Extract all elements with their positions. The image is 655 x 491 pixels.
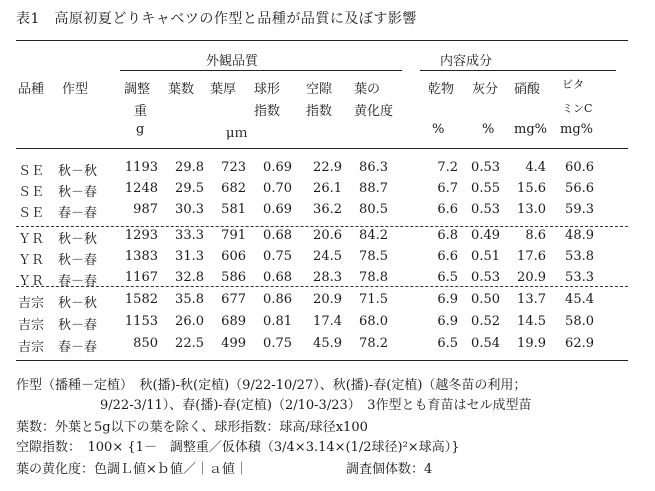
cell-sphericity: 0.75 [263, 336, 292, 351]
cell-crop-type: 春－春 [58, 274, 98, 289]
cell-yellowing: 71.5 [359, 292, 388, 307]
group-appearance: 外観品質 [206, 54, 259, 69]
header-vitc-2: ミンC [562, 102, 593, 115]
cell-ash: 0.50 [471, 292, 500, 307]
header-crop-type: 作型 [62, 82, 89, 97]
cell-leaf-thickness: 581 [221, 202, 246, 217]
cell-sphericity: 0.75 [263, 249, 292, 264]
cell-nitrate: 4.4 [525, 160, 546, 175]
header-weight-1: 調整 [124, 82, 151, 97]
cell-leaf-thickness: 723 [221, 160, 246, 175]
header-yellowing-1: 葉の [354, 82, 381, 97]
cell-dry-matter: 6.5 [437, 270, 458, 285]
cell-leaf-thickness: 499 [221, 336, 246, 351]
cell-sphericity: 0.70 [263, 181, 292, 196]
cell-yellowing: 78.2 [359, 336, 388, 351]
cell-vitc: 53.8 [565, 249, 594, 264]
cell-sphericity: 0.81 [263, 314, 292, 329]
cell-weight: 1193 [124, 160, 158, 175]
cell-nitrate: 13.7 [517, 292, 546, 307]
cell-dry-matter: 6.6 [437, 202, 458, 217]
cell-leaf-count: 33.3 [175, 228, 204, 243]
group-appearance-line [120, 70, 402, 71]
cell-weight: 1248 [124, 181, 158, 196]
cell-yellowing: 88.7 [359, 181, 388, 196]
cell-cultivar: ＳＥ [18, 206, 45, 221]
cell-leaf-thickness: 677 [221, 292, 246, 307]
cell-sphericity: 0.68 [263, 228, 292, 243]
cell-vitc: 53.3 [565, 270, 594, 285]
note-yellowing: 葉の黄化度：色調Ｌ値×ｂ値／｜ａ値｜ [16, 462, 248, 477]
cell-nitrate: 8.6 [525, 228, 546, 243]
cell-leaf-thickness: 586 [221, 270, 246, 285]
cell-vitc: 58.0 [565, 314, 594, 329]
cell-void-index: 45.9 [313, 336, 342, 351]
header-nitrate: 硝酸 [514, 82, 541, 97]
cell-crop-type: 春－春 [58, 340, 98, 355]
header-yellowing-2: 黄化度 [354, 104, 394, 119]
cell-leaf-thickness: 791 [221, 228, 246, 243]
cell-leaf-count: 22.5 [175, 336, 204, 351]
cell-sphericity: 0.68 [263, 270, 292, 285]
cell-nitrate: 17.6 [517, 249, 546, 264]
header-leaf-thickness: 葉厚 [210, 82, 237, 97]
note-crop-type-2: 9/22-3/11）、春(播)-春(定植)（2/10-3/23） 3作型とも育苗はセル成型苗 [100, 398, 532, 413]
cell-void-index: 20.6 [313, 228, 342, 243]
cell-ash: 0.55 [471, 181, 500, 196]
cell-weight: 1167 [124, 270, 158, 285]
cell-leaf-count: 29.8 [175, 160, 204, 175]
header-ash: 灰分 [472, 82, 499, 97]
cell-weight: 1153 [124, 314, 158, 329]
cell-cultivar: ＳＥ [18, 164, 45, 179]
cell-cultivar: 吉宗 [18, 340, 45, 355]
cell-leaf-count: 29.5 [175, 181, 204, 196]
cell-crop-type: 秋－秋 [58, 296, 98, 311]
cell-leaf-count: 32.8 [175, 270, 204, 285]
cell-vitc: 62.9 [565, 336, 594, 351]
cell-ash: 0.52 [471, 314, 500, 329]
cell-yellowing: 78.8 [359, 270, 388, 285]
note-crop-type-1: 作型（播種－定植） 秋(播)-秋(定植)（9/22-10/27）、秋(播)-春(定植)（越冬苗の利用； [16, 378, 527, 393]
cell-crop-type: 秋－秋 [58, 164, 98, 179]
cell-dry-matter: 6.9 [437, 314, 458, 329]
cell-yellowing: 80.5 [359, 202, 388, 217]
cell-sphericity: 0.69 [263, 202, 292, 217]
cell-vitc: 59.3 [565, 202, 594, 217]
cell-void-index: 24.5 [313, 249, 342, 264]
cell-sphericity: 0.86 [263, 292, 292, 307]
header-weight-2: 重 [134, 104, 148, 119]
header-dry-matter: 乾物 [428, 82, 455, 97]
cell-leaf-count: 30.3 [175, 202, 204, 217]
cell-ash: 0.54 [471, 336, 500, 351]
cell-cultivar: ＳＥ [18, 185, 45, 200]
cell-nitrate: 20.9 [517, 270, 546, 285]
cell-cultivar: ＹＲ [18, 232, 45, 247]
cell-nitrate: 15.6 [517, 181, 546, 196]
header-sphericity-1: 球形 [254, 82, 281, 97]
cell-weight: 1383 [124, 249, 158, 264]
group-divider-1 [16, 226, 628, 227]
header-dry-matter-unit: % [432, 122, 445, 137]
top-rule [16, 40, 628, 41]
cell-crop-type: 秋－春 [58, 253, 98, 268]
cell-yellowing: 78.5 [359, 249, 388, 264]
note-sample-count: 調査個体数：4 [346, 462, 433, 477]
header-void-1: 空隙 [306, 82, 333, 97]
note-void-index: 空隙指数： 100× {1－ 調整重／仮体積（3/4×3.14×(1/2球径)²×球高）} [16, 440, 460, 455]
cell-dry-matter: 6.8 [437, 228, 458, 243]
group-content-line [420, 70, 616, 71]
header-rule [16, 148, 628, 149]
cell-vitc: 56.6 [565, 181, 594, 196]
cell-weight: 1582 [124, 292, 158, 307]
cell-sphericity: 0.69 [263, 160, 292, 175]
cell-ash: 0.53 [471, 160, 500, 175]
cell-leaf-count: 31.3 [175, 249, 204, 264]
cell-weight: 1293 [124, 228, 158, 243]
header-void-2: 指数 [306, 104, 333, 119]
cell-nitrate: 19.9 [517, 336, 546, 351]
group-divider-2 [16, 286, 628, 287]
cell-ash: 0.53 [471, 202, 500, 217]
cell-leaf-thickness: 606 [221, 249, 246, 264]
cell-cultivar: 吉宗 [18, 296, 45, 311]
cell-void-index: 36.2 [313, 202, 342, 217]
cell-void-index: 28.3 [313, 270, 342, 285]
cell-dry-matter: 6.5 [437, 336, 458, 351]
cell-dry-matter: 6.6 [437, 249, 458, 264]
cell-crop-type: 秋－秋 [58, 232, 98, 247]
cell-void-index: 20.9 [313, 292, 342, 307]
cell-nitrate: 14.5 [517, 314, 546, 329]
group-content: 内容成分 [440, 54, 493, 69]
cell-cultivar: ＹＲ [18, 253, 45, 268]
cell-dry-matter: 6.7 [437, 181, 458, 196]
cell-yellowing: 68.0 [359, 314, 388, 329]
cell-ash: 0.53 [471, 270, 500, 285]
cell-vitc: 60.6 [565, 160, 594, 175]
cell-weight: 987 [133, 202, 158, 217]
cell-void-index: 22.9 [313, 160, 342, 175]
header-ash-unit: % [482, 122, 495, 137]
bottom-rule [16, 360, 628, 361]
header-leaf-count: 葉数 [168, 82, 195, 97]
note-leaf-count: 葉数：外葉と5g以下の葉を除く、球形指数：球高/球径x100 [16, 420, 368, 435]
cell-yellowing: 86.3 [359, 160, 388, 175]
cell-nitrate: 13.0 [517, 202, 546, 217]
cell-leaf-thickness: 689 [221, 314, 246, 329]
cell-ash: 0.51 [471, 249, 500, 264]
cell-leaf-count: 26.0 [175, 314, 204, 329]
cell-cultivar: ＹＲ [18, 274, 45, 289]
cell-cultivar: 吉宗 [18, 318, 45, 333]
cell-crop-type: 秋－春 [58, 185, 98, 200]
cell-crop-type: 春－春 [58, 206, 98, 221]
header-vitc-unit: mg% [560, 122, 594, 137]
cell-yellowing: 84.2 [359, 228, 388, 243]
cell-void-index: 17.4 [313, 314, 342, 329]
cell-leaf-thickness: 682 [221, 181, 246, 196]
header-cultivar: 品種 [18, 82, 45, 97]
cell-crop-type: 秋－春 [58, 318, 98, 333]
cell-ash: 0.49 [471, 228, 500, 243]
cell-vitc: 48.9 [565, 228, 594, 243]
cell-weight: 850 [133, 336, 158, 351]
cell-void-index: 26.1 [313, 181, 342, 196]
header-weight-unit: g [136, 122, 145, 137]
header-nitrate-unit: mg% [514, 122, 548, 137]
cell-leaf-count: 35.8 [175, 292, 204, 307]
table-title: 表1 高原初夏どりキャベツの作型と品種が品質に及ぼす影響 [16, 11, 417, 27]
cell-dry-matter: 7.2 [437, 160, 458, 175]
header-sphericity-2: 指数 [254, 104, 281, 119]
cell-dry-matter: 6.9 [437, 292, 458, 307]
header-vitc-1: ビタ [562, 78, 584, 91]
cell-vitc: 45.4 [565, 292, 594, 307]
header-leaf-thickness-unit: μｍ [226, 126, 248, 141]
